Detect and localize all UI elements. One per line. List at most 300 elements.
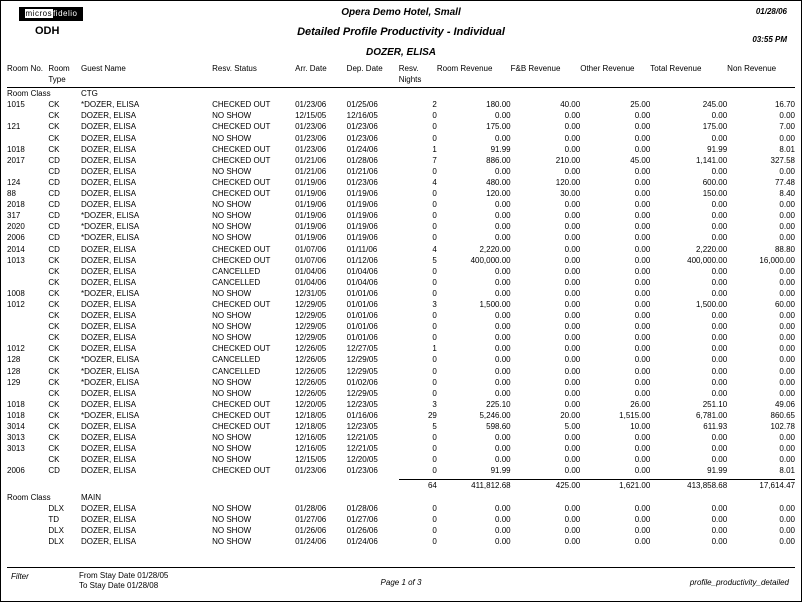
cell-dep-date: 01/16/06: [346, 410, 378, 420]
cell-total-revenue: 0.00: [711, 455, 728, 465]
cell-resv-nights: 0: [432, 311, 437, 321]
cell-room-no: 2014: [7, 244, 25, 254]
cell-resv-nights: 0: [432, 377, 437, 387]
cell-other-revenue: 0.00: [634, 344, 651, 354]
table-row: [7, 266, 795, 277]
cell-resv-nights: 0: [432, 514, 437, 524]
cell-guest-name: DOZER, ELISA: [80, 322, 137, 332]
table-row: [7, 277, 795, 288]
cell-guest-name: DOZER, ELISA: [80, 277, 137, 287]
cell-total-revenue: 0.00: [711, 266, 728, 276]
cell-resv-nights: 4: [432, 177, 437, 187]
cell-resv-status: CANCELLED: [212, 355, 261, 365]
cell-resv-nights: 0: [432, 277, 437, 287]
cell-arr-date: 01/23/06: [295, 122, 327, 132]
cell-non-revenue: 0.00: [779, 222, 795, 232]
table-row: [7, 310, 795, 321]
cell-room-type: CK: [48, 422, 60, 431]
cell-guest-name: *DOZER, ELISA: [80, 355, 140, 365]
cell-room-revenue: 0.00: [495, 536, 511, 546]
table-row: [7, 144, 795, 155]
cell-arr-date: 12/29/05: [295, 311, 327, 321]
table-row: [7, 410, 795, 421]
cell-total-revenue: 6,781.00: [696, 410, 728, 420]
cell-other-revenue: 0.00: [634, 455, 651, 465]
logo-fidelio-text: fidelio: [53, 9, 78, 18]
cell-guest-name: DOZER, ELISA: [80, 244, 137, 254]
cell-non-revenue: 0.00: [779, 277, 795, 287]
cell-resv-nights: 7: [432, 155, 437, 165]
col-blank-total: [650, 74, 727, 85]
cell-room-no: 3014: [7, 422, 25, 431]
cell-resv-status: CHECKED OUT: [212, 122, 271, 132]
group-header-row: [7, 492, 795, 503]
cell-room-no: 1018: [7, 410, 25, 420]
cell-non-revenue: 8.01: [779, 466, 795, 476]
cell-room-type: CK: [48, 255, 60, 265]
report-date: 01/28/06: [755, 7, 787, 16]
cell-total-revenue: 0.00: [711, 525, 728, 535]
cell-total-revenue: 245.00: [702, 100, 728, 110]
table-row: [7, 377, 795, 388]
table-row: [7, 514, 795, 525]
cell-total-revenue: 251.10: [702, 399, 728, 409]
cell-total-revenue: 0.00: [711, 166, 728, 176]
cell-resv-status: NO SHOW: [212, 200, 252, 210]
cell-resv-nights: 5: [432, 255, 437, 265]
col-blank-status: [212, 74, 295, 85]
cell-dep-date: 01/12/06: [346, 255, 378, 265]
cell-room-revenue: 0.00: [495, 211, 511, 221]
cell-guest-name: *DOZER, ELISA: [80, 100, 140, 110]
cell-other-revenue: 0.00: [634, 466, 651, 476]
cell-room-revenue: 0.00: [495, 377, 511, 387]
cell-room-revenue: 0.00: [495, 455, 511, 465]
cell-fb-revenue: 0.00: [564, 233, 581, 243]
cell-fb-revenue: 0.00: [564, 211, 581, 221]
cell-other-revenue: 0.00: [634, 211, 651, 221]
cell-room-revenue: 120.00: [486, 189, 511, 199]
cell-room-no: [7, 166, 48, 177]
cell-dep-date: 01/23/06: [346, 122, 378, 132]
cell-arr-date: 12/31/05: [295, 288, 327, 298]
cell-room-no: [7, 388, 48, 399]
cell-dep-date: 01/11/06: [346, 244, 378, 254]
cell-non-revenue: 88.80: [774, 244, 795, 254]
cell-non-revenue: 49.06: [774, 399, 795, 409]
cell-room-no: [7, 266, 48, 277]
cell-guest-name: DOZER, ELISA: [80, 503, 137, 513]
cell-room-revenue: 0.00: [495, 344, 511, 354]
cell-resv-status: NO SHOW: [212, 333, 252, 343]
cell-room-no: 1013: [7, 255, 25, 265]
cell-resv-status: CHECKED OUT: [212, 244, 271, 254]
cell-resv-status: NO SHOW: [212, 222, 252, 232]
cell-fb-revenue: 0.00: [564, 111, 581, 121]
filter-from-date: From Stay Date 01/28/05: [79, 571, 169, 580]
cell-other-revenue: 0.00: [634, 122, 651, 132]
cell-resv-status: CHECKED OUT: [212, 344, 271, 354]
table-head: [7, 63, 795, 88]
group-value: MAIN: [80, 492, 101, 502]
cell-fb-revenue: 0.00: [564, 299, 581, 309]
cell-dep-date: 12/23/05: [346, 422, 378, 431]
cell-non-revenue: 0.00: [779, 233, 795, 243]
cell-other-revenue: 0.00: [634, 311, 651, 321]
cell-room-type: CK: [48, 144, 60, 154]
cell-room-no: [7, 310, 48, 321]
cell-total-revenue: 0.00: [711, 377, 728, 387]
cell-arr-date: 12/29/05: [295, 299, 327, 309]
cell-room-type: CK: [48, 111, 60, 121]
cell-resv-status: CHECKED OUT: [212, 410, 271, 420]
cell-guest-name: *DOZER, ELISA: [80, 211, 140, 221]
cell-room-no: 1018: [7, 144, 25, 154]
cell-total-revenue: 0.00: [711, 133, 728, 143]
table-row: [7, 199, 795, 210]
cell-resv-nights: 4: [432, 244, 437, 254]
cell-fb-revenue: 0.00: [564, 355, 581, 365]
cell-fb-revenue: 0.00: [564, 344, 581, 354]
cell-room-type: CK: [48, 322, 60, 332]
cell-resv-status: NO SHOW: [212, 514, 252, 524]
cell-resv-nights: 0: [432, 166, 437, 176]
cell-resv-status: NO SHOW: [212, 233, 252, 243]
cell-other-revenue: 0.00: [634, 525, 651, 535]
cell-room-no: [7, 514, 48, 525]
cell-total-revenue: 175.00: [702, 122, 728, 132]
totals-blank-cell: [295, 480, 347, 492]
cell-room-revenue: 0.00: [495, 525, 511, 535]
footer-divider: [7, 567, 795, 568]
report-table: [7, 63, 795, 547]
cell-room-type: CK: [48, 311, 60, 321]
cell-total-revenue: 0.00: [711, 444, 728, 454]
cell-arr-date: 01/21/06: [295, 166, 327, 176]
cell-room-type: CK: [48, 122, 60, 132]
cell-other-revenue: 26.00: [630, 399, 651, 409]
cell-arr-date: 01/23/06: [295, 144, 327, 154]
col-blank-dep: [347, 74, 399, 85]
cell-room-no: 2018: [7, 200, 25, 210]
cell-fb-revenue: 0.00: [564, 277, 581, 287]
cell-total-revenue: 0.00: [711, 233, 728, 243]
cell-resv-nights: 0: [432, 133, 437, 143]
cell-total-revenue: 0.00: [711, 344, 728, 354]
cell-total-revenue: 0.00: [711, 366, 728, 376]
cell-total-revenue: 0.00: [711, 200, 728, 210]
cell-fb-revenue: 0.00: [564, 311, 581, 321]
col-guest-name: Guest Name: [80, 64, 126, 73]
cell-total-revenue: 91.99: [707, 144, 728, 154]
cell-arr-date: 12/18/05: [295, 410, 327, 420]
cell-room-revenue: 0.00: [495, 277, 511, 287]
cell-arr-date: 12/26/05: [295, 366, 327, 376]
cell-room-type: CK: [48, 355, 60, 365]
cell-dep-date: 01/19/06: [346, 222, 378, 232]
cell-other-revenue: 45.00: [630, 155, 651, 165]
cell-resv-nights: 1: [432, 344, 437, 354]
col-room-type-2: Type: [48, 75, 66, 85]
cell-resv-nights: 0: [432, 222, 437, 232]
cell-dep-date: 01/28/06: [346, 155, 378, 165]
col-blank-non: [727, 74, 795, 85]
cell-other-revenue: 0.00: [634, 299, 651, 309]
cell-room-type: CK: [48, 399, 60, 409]
cell-resv-nights: 3: [432, 299, 437, 309]
col-non-revenue: Non Revenue: [727, 64, 777, 73]
cell-fb-revenue: 0.00: [564, 525, 581, 535]
cell-non-revenue: 7.00: [779, 122, 795, 132]
cell-room-type: DLX: [48, 503, 64, 513]
cell-resv-nights: 0: [432, 200, 437, 210]
cell-room-type: CD: [48, 222, 60, 232]
cell-room-revenue: 180.00: [486, 100, 511, 110]
cell-total-revenue: 2,220.00: [696, 244, 728, 254]
cell-resv-nights: 1: [432, 144, 437, 154]
cell-total-revenue: 0.00: [711, 222, 728, 232]
cell-other-revenue: 0.00: [634, 377, 651, 387]
cell-room-revenue: 598.60: [486, 422, 511, 431]
col-blank-arr: [295, 74, 347, 85]
cell-arr-date: 01/21/06: [295, 155, 327, 165]
cell-room-revenue: 886.00: [486, 155, 511, 165]
cell-guest-name: DOZER, ELISA: [80, 122, 137, 132]
col-blank-fb: [511, 74, 581, 85]
cell-resv-nights: 0: [432, 444, 437, 454]
table-row: [7, 166, 795, 177]
cell-non-revenue: 77.48: [774, 177, 795, 187]
cell-dep-date: 01/19/06: [346, 211, 378, 221]
table-row: [7, 454, 795, 465]
col-arr-date: Arr. Date: [295, 64, 327, 73]
cell-room-revenue: 0.00: [495, 233, 511, 243]
cell-guest-name: DOZER, ELISA: [80, 311, 137, 321]
cell-dep-date: 01/26/06: [346, 525, 378, 535]
cell-other-revenue: 25.00: [630, 100, 651, 110]
cell-resv-status: CHECKED OUT: [212, 466, 271, 476]
cell-room-no: 88: [7, 189, 16, 199]
table-row: [7, 299, 795, 310]
cell-guest-name: DOZER, ELISA: [80, 536, 137, 546]
cell-arr-date: 01/07/06: [295, 255, 327, 265]
cell-guest-name: DOZER, ELISA: [80, 200, 137, 210]
cell-arr-date: 01/19/06: [295, 189, 327, 199]
cell-guest-name: DOZER, ELISA: [80, 333, 137, 343]
cell-resv-nights: 0: [432, 333, 437, 343]
cell-other-revenue: 0.00: [634, 514, 651, 524]
logo-micros-text: micros: [25, 9, 53, 18]
totals-non-revenue: 17,614.47: [727, 480, 795, 492]
cell-fb-revenue: 0.00: [564, 122, 581, 132]
cell-fb-revenue: 0.00: [564, 388, 581, 398]
cell-non-revenue: 0.00: [779, 266, 795, 276]
cell-dep-date: 01/01/06: [346, 322, 378, 332]
cell-arr-date: 12/29/05: [295, 322, 327, 332]
cell-room-no: [7, 503, 48, 514]
cell-dep-date: 01/24/06: [346, 536, 378, 546]
cell-dep-date: 01/21/06: [346, 166, 378, 176]
cell-resv-nights: 29: [427, 410, 437, 420]
cell-room-type: CK: [48, 100, 60, 110]
cell-room-type: DLX: [48, 525, 64, 535]
cell-dep-date: 01/27/06: [346, 514, 378, 524]
cell-room-revenue: 0.00: [495, 200, 511, 210]
cell-room-revenue: 1,500.00: [479, 299, 511, 309]
cell-resv-nights: 3: [432, 399, 437, 409]
cell-arr-date: 12/29/05: [295, 333, 327, 343]
cell-total-revenue: 0.00: [711, 355, 728, 365]
col-blank-other: [580, 74, 650, 85]
table-row: [7, 343, 795, 354]
cell-room-no: 3013: [7, 433, 25, 443]
cell-guest-name: DOZER, ELISA: [80, 433, 137, 443]
cell-fb-revenue: 120.00: [555, 177, 581, 187]
cell-dep-date: 01/04/06: [346, 277, 378, 287]
cell-total-revenue: 0.00: [711, 322, 728, 332]
cell-fb-revenue: 0.00: [564, 399, 581, 409]
table-row: [7, 432, 795, 443]
cell-room-type: CK: [48, 455, 60, 465]
cell-dep-date: 12/16/05: [346, 111, 378, 121]
cell-resv-status: NO SHOW: [212, 433, 252, 443]
cell-fb-revenue: 0.00: [564, 444, 581, 454]
cell-arr-date: 12/20/05: [295, 399, 327, 409]
cell-resv-nights: 0: [432, 266, 437, 276]
cell-room-no: 121: [7, 122, 21, 132]
cell-resv-status: CHECKED OUT: [212, 100, 271, 110]
table-row: [7, 110, 795, 121]
table-row: [7, 221, 795, 232]
cell-arr-date: 01/28/06: [295, 503, 327, 513]
cell-room-type: CK: [48, 344, 60, 354]
totals-total-revenue: 413,858.68: [650, 480, 727, 492]
page-title: Detailed Profile Productivity - Individual: [297, 26, 505, 38]
cell-arr-date: 01/19/06: [295, 211, 327, 221]
cell-other-revenue: 0.00: [634, 166, 651, 176]
cell-non-revenue: 327.58: [770, 155, 795, 165]
cell-other-revenue: 0.00: [634, 233, 651, 243]
cell-room-revenue: 0.00: [495, 266, 511, 276]
cell-guest-name: DOZER, ELISA: [80, 344, 137, 354]
cell-resv-status: NO SHOW: [212, 503, 252, 513]
cell-room-type: CK: [48, 288, 60, 298]
col-resv-nights: Resv.: [398, 64, 419, 73]
cell-resv-status: NO SHOW: [212, 455, 252, 465]
cell-resv-status: NO SHOW: [212, 377, 252, 387]
cell-resv-nights: 0: [432, 211, 437, 221]
cell-resv-nights: 0: [432, 466, 437, 476]
cell-guest-name: DOZER, ELISA: [80, 399, 137, 409]
cell-guest-name: DOZER, ELISA: [80, 388, 137, 398]
cell-resv-status: CHECKED OUT: [212, 189, 271, 199]
cell-dep-date: 12/27/05: [346, 344, 378, 354]
cell-other-revenue: 0.00: [634, 255, 651, 265]
cell-non-revenue: 0.00: [779, 166, 795, 176]
cell-fb-revenue: 5.00: [564, 422, 581, 431]
cell-resv-status: NO SHOW: [212, 444, 252, 454]
cell-non-revenue: 0.00: [779, 388, 795, 398]
cell-non-revenue: 860.65: [770, 410, 795, 420]
table-row: [7, 155, 795, 166]
cell-non-revenue: 0.00: [779, 455, 795, 465]
cell-guest-name: DOZER, ELISA: [80, 525, 137, 535]
cell-total-revenue: 0.00: [711, 288, 728, 298]
cell-other-revenue: 0.00: [634, 277, 651, 287]
cell-arr-date: 12/26/05: [295, 355, 327, 365]
cell-dep-date: 01/19/06: [346, 200, 378, 210]
cell-other-revenue: 0.00: [634, 133, 651, 143]
cell-room-type: CK: [48, 133, 60, 143]
cell-room-type: CD: [48, 155, 60, 165]
cell-other-revenue: 0.00: [634, 355, 651, 365]
col-room-type: Room: [48, 64, 70, 73]
cell-dep-date: 01/01/06: [346, 299, 378, 309]
cell-guest-name: DOZER, ELISA: [80, 144, 137, 154]
table-row: [7, 232, 795, 243]
cell-arr-date: 12/26/05: [295, 388, 327, 398]
cell-room-no: [7, 321, 48, 332]
cell-dep-date: 01/19/06: [346, 233, 378, 243]
cell-arr-date: 01/07/06: [295, 244, 327, 254]
cell-fb-revenue: 0.00: [564, 255, 581, 265]
cell-guest-name: DOZER, ELISA: [80, 444, 137, 454]
table-row: [7, 177, 795, 188]
cell-room-type: CD: [48, 189, 60, 199]
filter-label: Filter: [11, 572, 29, 581]
column-header-row-2: [7, 74, 795, 85]
cell-other-revenue: 10.00: [630, 422, 651, 431]
property-code: ODH: [35, 25, 60, 37]
cell-resv-nights: 5: [432, 422, 437, 431]
cell-total-revenue: 0.00: [711, 333, 728, 343]
cell-guest-name: DOZER, ELISA: [80, 166, 137, 176]
cell-resv-nights: 2: [432, 100, 437, 110]
cell-room-revenue: 0.00: [495, 366, 511, 376]
cell-non-revenue: 0.00: [779, 311, 795, 321]
cell-total-revenue: 400,000.00: [687, 255, 728, 265]
cell-room-revenue: 400,000.00: [470, 255, 511, 265]
cell-total-revenue: 611.93: [703, 422, 728, 431]
cell-dep-date: 01/23/06: [346, 177, 378, 187]
cell-fb-revenue: 0.00: [564, 244, 581, 254]
cell-guest-name: *DOZER, ELISA: [80, 233, 140, 243]
cell-room-no: [7, 525, 48, 536]
cell-room-type: CK: [48, 366, 60, 376]
cell-dep-date: 01/23/06: [346, 466, 378, 476]
cell-room-revenue: 0.00: [495, 514, 511, 524]
cell-non-revenue: 0.00: [779, 344, 795, 354]
cell-fb-revenue: 30.00: [560, 189, 581, 199]
group-totals-row: [7, 480, 795, 492]
cell-fb-revenue: 0.00: [564, 322, 581, 332]
cell-resv-status: CHECKED OUT: [212, 177, 271, 187]
cell-dep-date: 01/01/06: [346, 311, 378, 321]
cell-resv-status: CANCELLED: [212, 277, 261, 287]
cell-resv-status: CANCELLED: [212, 266, 261, 276]
table-row: [7, 99, 795, 110]
cell-resv-status: CHECKED OUT: [212, 255, 271, 265]
cell-fb-revenue: 0.00: [564, 514, 581, 524]
group-header-row: [7, 88, 795, 100]
cell-resv-nights: 0: [432, 455, 437, 465]
cell-non-revenue: 0.00: [779, 133, 795, 143]
cell-room-type: CK: [48, 266, 60, 276]
cell-guest-name: DOZER, ELISA: [80, 255, 137, 265]
table-row: [7, 388, 795, 399]
cell-dep-date: 12/20/05: [346, 455, 378, 465]
table-row: [7, 443, 795, 454]
